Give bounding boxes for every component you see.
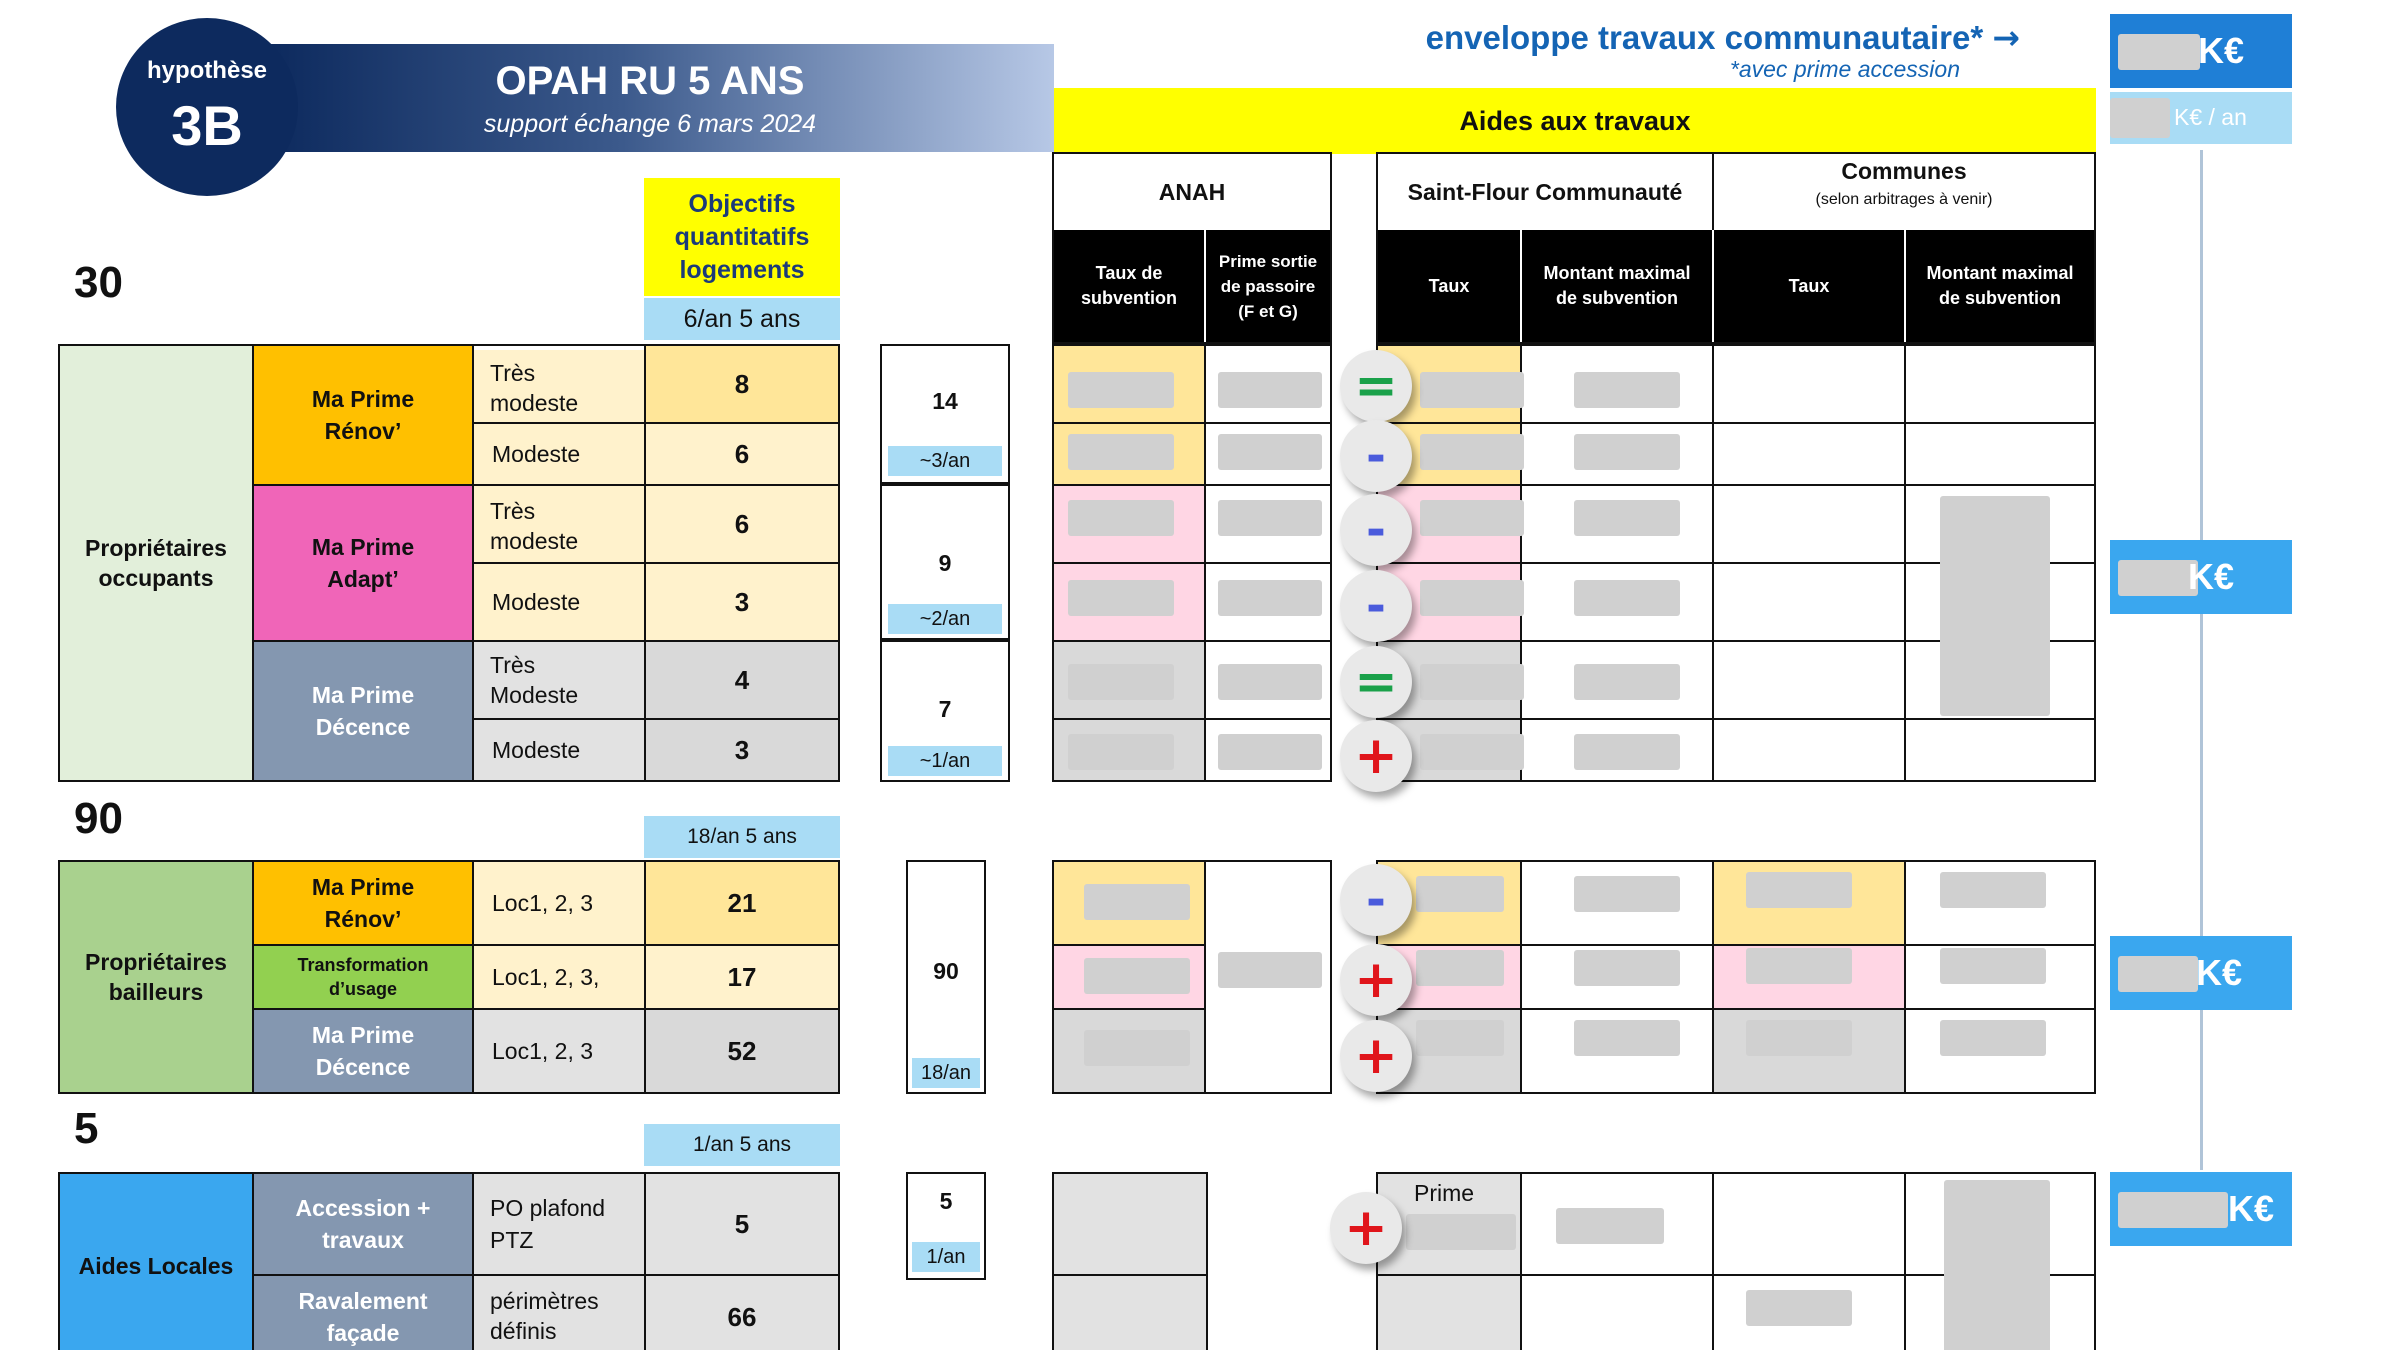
right-pb-unit: K€	[2196, 952, 2243, 993]
pb-row-name: Ma Prime Rénov’	[254, 862, 472, 944]
po-row-value: 6	[646, 424, 838, 484]
pb-row-value: 21	[646, 862, 838, 944]
pb-row-label: Loc1, 2, 3	[474, 862, 644, 944]
objectifs-al-rate: 1/an 5 ans	[644, 1124, 840, 1166]
right-total-unit: K€	[2198, 30, 2245, 71]
com-montant-header: Montant maximal de subvention	[1906, 230, 2094, 342]
sfc-montant-header: Montant maximal de subvention	[1522, 230, 1712, 342]
pb-row-value: 52	[646, 1010, 838, 1092]
right-per-year-box	[2110, 92, 2292, 144]
po-row-value: 3	[646, 564, 838, 640]
plus-sign-icon: +	[1340, 944, 1412, 1016]
equal-sign-icon: =	[1340, 350, 1412, 422]
po-row-label: Modeste	[474, 564, 644, 640]
po-total: 30	[74, 258, 123, 307]
communes-title: Communes (selon arbitrages à venir)	[1815, 158, 1993, 208]
pb-subtotal-box: 90 18/an	[906, 860, 986, 1094]
plus-sign-icon: +	[1340, 1020, 1412, 1092]
objectifs-po-rate: 6/an 5 ans	[644, 298, 840, 340]
anah-prime-header: Prime sortie de passoire (F et G)	[1206, 230, 1330, 342]
pb-category: Propriétaires bailleurs	[60, 862, 252, 1092]
minus-sign-icon: -	[1340, 570, 1412, 642]
plus-sign-icon: +	[1330, 1192, 1402, 1264]
pb-row-name: Transformation d’usage	[254, 946, 472, 1008]
al-row-name: Ravalement façade	[254, 1276, 472, 1350]
right-al-box	[2110, 1172, 2292, 1246]
po-group-adapt: Ma Prime Adapt’	[254, 486, 472, 640]
po-row-value: 8	[646, 346, 838, 422]
al-row-name: Accession + travaux	[254, 1174, 472, 1274]
envelope-note: *avec prime accession	[1729, 56, 1960, 82]
envelope-link-text: enveloppe travaux communautaire*	[1425, 19, 1984, 56]
pb-total: 90	[74, 794, 123, 843]
right-total-box	[2110, 14, 2292, 88]
minus-sign-icon: -	[1340, 420, 1412, 492]
pb-row-label: Loc1, 2, 3	[474, 1010, 644, 1092]
anah-title: ANAH	[1158, 178, 1226, 205]
po-row-value: 4	[646, 642, 838, 718]
al-anah-grid	[1052, 1172, 1208, 1350]
al-row-label: PO plafond PTZ	[474, 1174, 644, 1274]
al-subtotal-box: 5 1/an	[906, 1172, 986, 1280]
po-row-value: 6	[646, 486, 838, 562]
po-row-label: Modeste	[474, 424, 644, 484]
equal-sign-icon: =	[1340, 646, 1412, 718]
anah-taux-header: Taux de subvention	[1054, 230, 1204, 342]
al-prime-label: Prime	[1414, 1180, 1475, 1206]
po-row-label: Très modeste	[474, 350, 644, 422]
po-subtotal-box: 7 ~1/an	[880, 640, 1010, 782]
right-vertical-line	[2200, 150, 2203, 1170]
po-row-label: Très Modeste	[474, 642, 644, 718]
minus-sign-icon: -	[1340, 864, 1412, 936]
pb-row-name: Ma Prime Décence	[254, 1010, 472, 1092]
hypothese-label: hypothèse	[146, 57, 268, 84]
al-row-value: 5	[646, 1174, 838, 1274]
hypothese-value: 3B	[171, 93, 243, 157]
page-subtitle: support échange 6 mars 2024	[483, 109, 817, 138]
right-per-year-unit: K€ / an	[2174, 104, 2247, 130]
com-taux-header: Taux	[1714, 230, 1904, 342]
aides-banner: Aides aux travaux	[1054, 88, 2096, 154]
right-po-box	[2110, 540, 2292, 614]
al-total: 5	[74, 1104, 99, 1153]
po-row-value: 3	[646, 720, 838, 780]
po-group-mpr: Ma Prime Rénov’	[254, 346, 472, 484]
pb-row-value: 17	[646, 946, 838, 1008]
right-pb-box	[2110, 936, 2292, 1010]
sfc-taux-header: Taux	[1378, 230, 1520, 342]
sfc-title: Saint-Flour Communauté	[1407, 178, 1683, 205]
hypothese-badge	[116, 18, 298, 196]
po-group-decence: Ma Prime Décence	[254, 642, 472, 780]
po-row-label: Modeste	[474, 720, 644, 780]
plus-sign-icon: +	[1340, 720, 1412, 792]
po-category: Propriétaires occupants	[60, 346, 252, 780]
po-row-label: Très modeste	[474, 486, 644, 562]
page-title: OPAH RU 5 ANS	[495, 58, 805, 103]
al-category: Aides Locales	[60, 1174, 252, 1350]
al-row-value: 66	[646, 1276, 838, 1350]
right-al-unit: K€	[2228, 1188, 2275, 1229]
po-subtotal-box: 14 ~3/an	[880, 344, 1010, 484]
pb-row-label: Loc1, 2, 3,	[474, 946, 644, 1008]
objectifs-pb-rate: 18/an 5 ans	[644, 816, 840, 858]
arrow-right-icon: →	[1992, 18, 2020, 57]
al-row-label: périmètres définis	[474, 1276, 644, 1350]
minus-sign-icon: -	[1340, 494, 1412, 566]
po-subtotal-box: 9 ~2/an	[880, 484, 1010, 640]
objectifs-title: Objectifs quantitatifs logements	[644, 178, 840, 296]
right-po-unit: K€	[2188, 556, 2235, 597]
